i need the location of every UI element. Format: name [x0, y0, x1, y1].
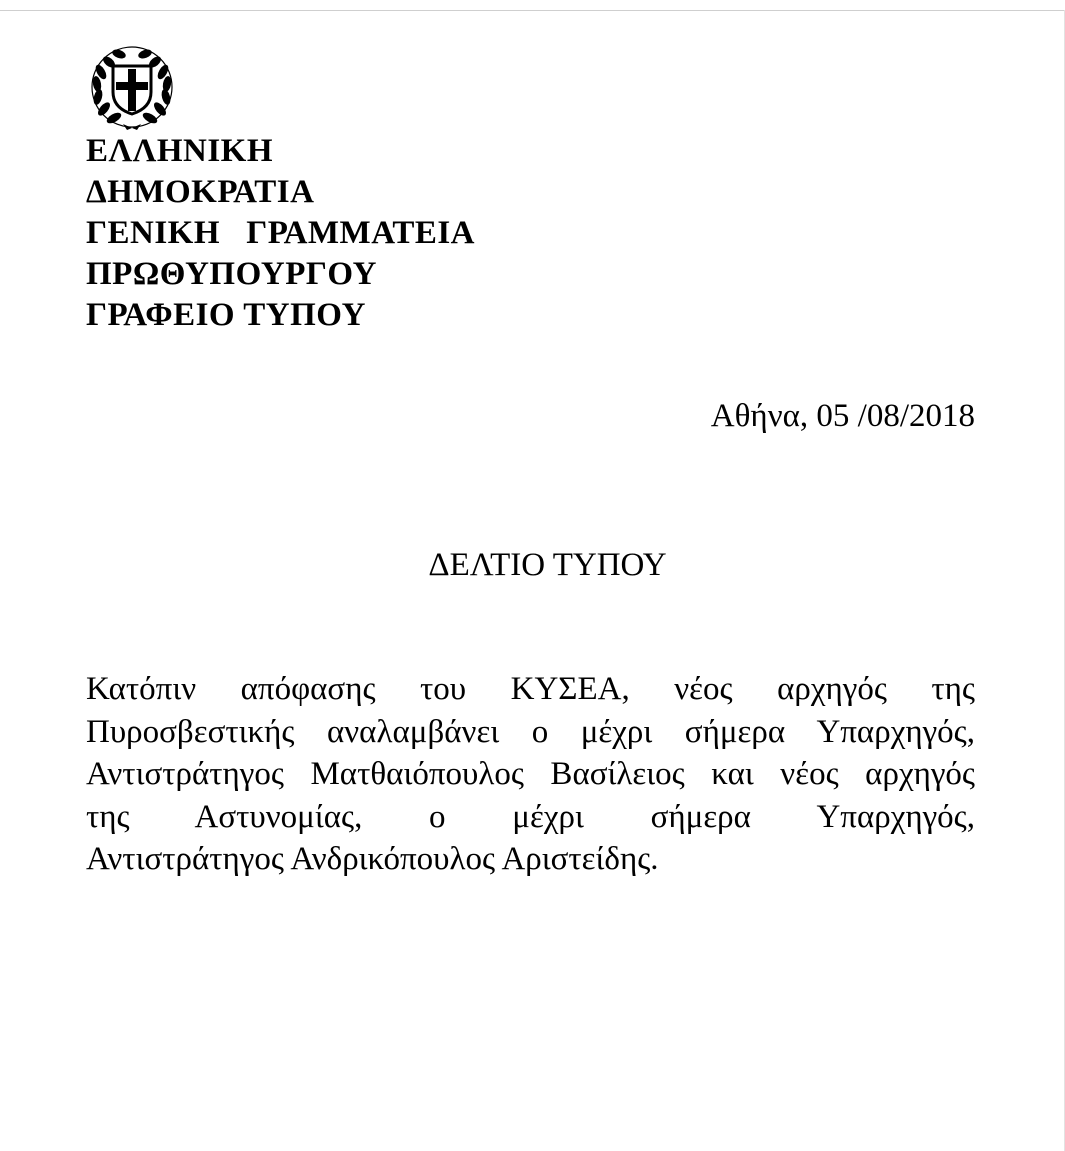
body-line-3: Αντιστράτηγος Ματθαιόπουλος Βασίλειος και νέος αρχηγός [86, 756, 975, 792]
document-title: ΔΕΛΤΙΟ ΤΥΠΟΥ [428, 547, 667, 583]
body-line-4: της Αστυνομίας, ο μέχρι σήμερα Υπαρχηγός, [86, 798, 975, 835]
body-line-5: Αντιστράτηγος Ανδρικόπουλος Αριστείδης. [86, 841, 659, 877]
document-date: Αθήνα, 05 /08/2018 [710, 398, 975, 434]
issuer-header [86, 131, 546, 336]
header-line-4: ΠΡΩΘΥΠΟΥΡΓΟΥ [86, 256, 378, 292]
top-border [0, 0, 1065, 11]
body-line-2: Πυροσβεστικής αναλαμβάνει ο μέχρι σήμερα Υπαρχηγός, [86, 713, 975, 750]
body-line-1: Κατόπιν απόφασης του ΚΥΣΕΑ, νέος αρχηγός της [86, 671, 975, 707]
greek-coat-of-arms-icon [87, 42, 177, 132]
header-line-3: ΓΕΝΙΚΗ ΓΡΑΜΜΑΤΕΙΑ [86, 215, 476, 251]
press-release-body [86, 668, 975, 881]
header-line-5: ΓΡΑΦΕΙΟ ΤΥΠΟΥ [86, 297, 366, 333]
header-line-2: ΔΗΜΟΚΡΑΤΙΑ [86, 174, 315, 210]
header-line-1: ΕΛΛΗΝΙΚΗ [86, 133, 273, 169]
